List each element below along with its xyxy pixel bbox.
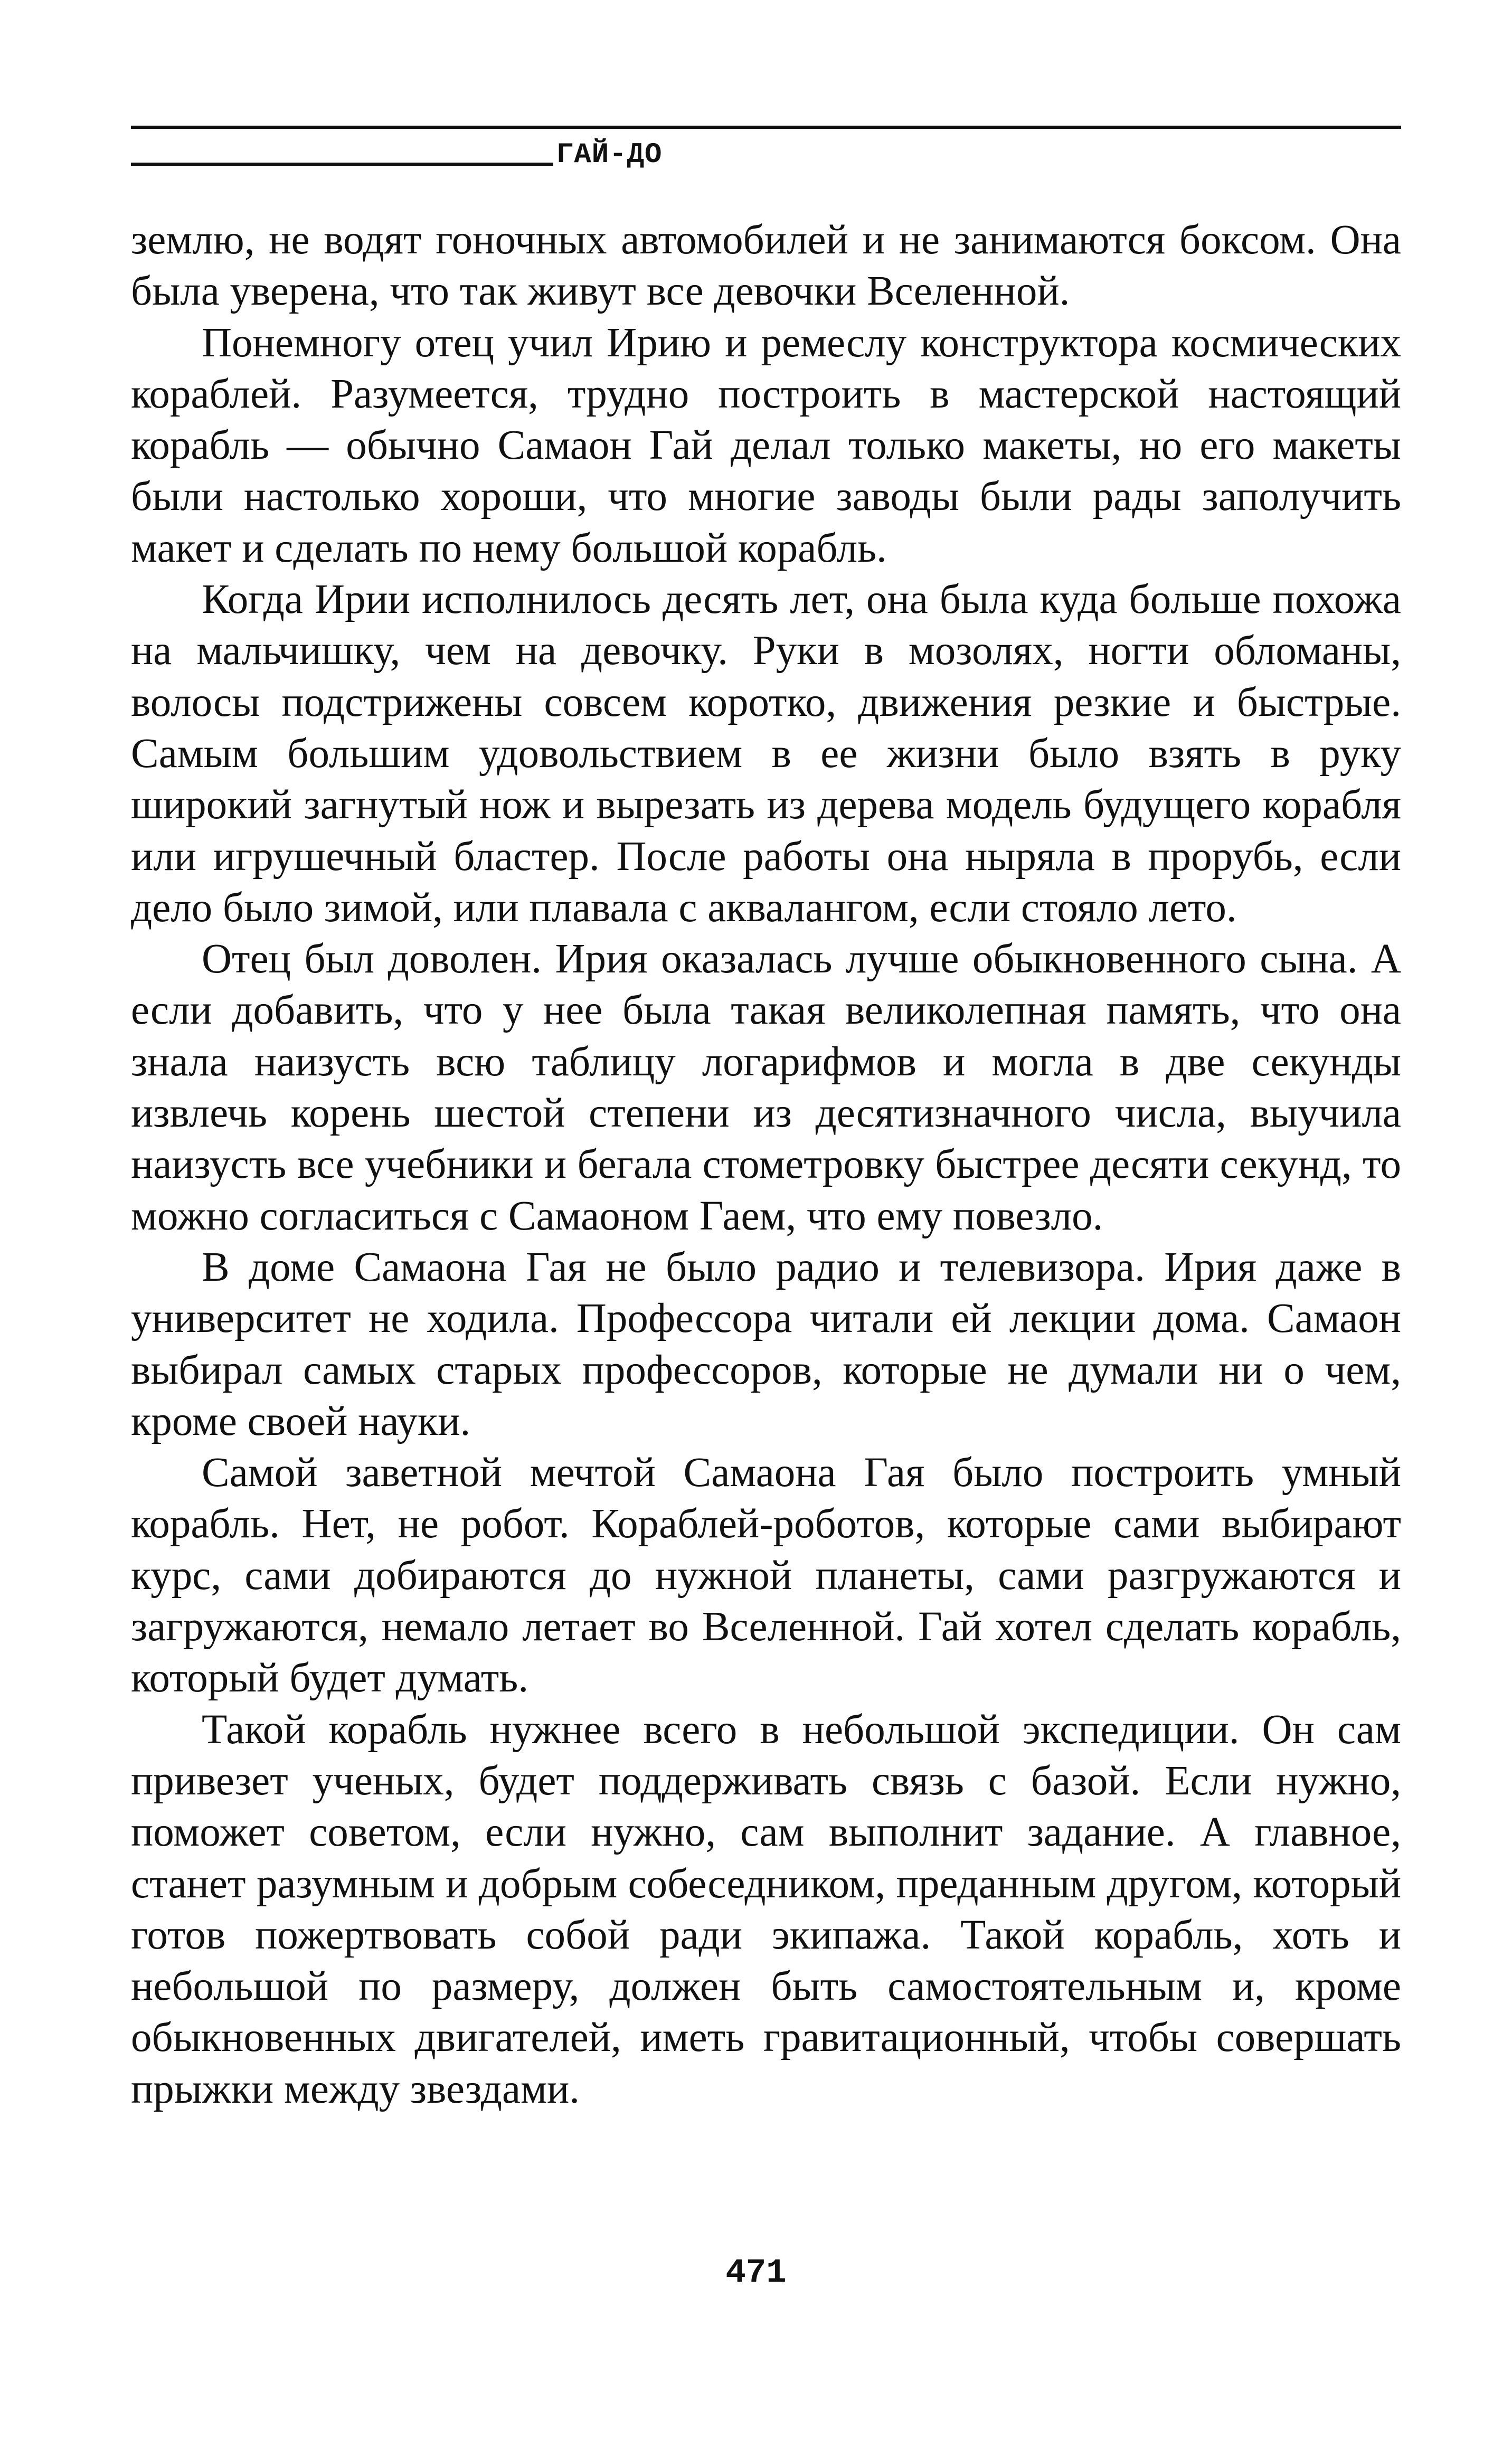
- page-number: 471: [725, 2254, 787, 2292]
- paragraph-5: В доме Самаона Гая не было радио и телевизора. Ирия даже в университет не ходила. Профессора читали ей лекции дома. Самаон выбирал самых старых профессоров, которые не думали ни о чем, кроме своей науки.: [131, 1244, 1401, 1444]
- paragraph-3: Когда Ирии исполнилось десять лет, она была куда больше похожа на мальчишку, чем на девочку. Руки в мозолях, ногти обломаны, волосы подстрижены совсем коротко, движения резкие и быстрые. Самым большим удовольствием в ее жизни было взять в руку широкий загнутый нож и вырезать из дерева модель будущего корабля или игрушечный бластер. После работы она ныряла в прорубь, если дело было зимой, или плавала с аквалангом, если стояло лето.: [131, 576, 1401, 931]
- header-rule: [131, 126, 1401, 129]
- running-head-rule: [131, 163, 553, 166]
- running-head: [131, 138, 1401, 175]
- paragraph-4: Отец был доволен. Ирия оказалась лучше обыкновенного сына. А если добавить, что у нее была такая великолепная память, что она знала наизусть всю таблицу логарифмов и могла в две секунды извлечь корень шестой степени из десятизначного числа, выучила наизусть все учебники и бегала стометровку быстрее десяти секунд, то можно согласиться с Самаоном Гаем, что ему повезло.: [131, 936, 1401, 1239]
- paragraph-6: Самой заветной мечтой Самаона Гая было построить умный корабль. Нет, не робот. Кораблей-роботов, которые сами выбирают курс, сами добираются до нужной планеты, сами разгружаются и загружаются, немало летает во Вселенной. Гай хотел сделать корабль, который будет думать.: [131, 1450, 1401, 1701]
- paragraph-2: Понемногу отец учил Ирию и ремеслу конструктора космических кораблей. Разумеется, трудно построить в мастерской настоящий корабль — обычно Самаон Гай делал только макеты, но его макеты были настолько хороши, что многие заводы были рады заполучить макет и сделать по нему большой корабль.: [131, 319, 1401, 571]
- paragraph-1-continued: землю, не водят гоночных автомобилей и не занимаются боксом. Она была уверена, что так живут все девочки Вселенной.: [131, 217, 1401, 315]
- paragraph-7: Такой корабль нужнее всего в небольшой экспедиции. Он сам привезет ученых, будет поддерживать связь с базой. Если нужно, поможет советом, если нужно, сам выполнит задание. А главное, станет разумным и добрым собеседником, преданным другом, который готов пожертвовать собой ради экипажа. Такой корабль, хоть и небольшой по размеру, должен быть самостоятельным и, кроме обыкновенных двигателей, иметь гравитационный, чтобы совершать прыжки между звездами.: [131, 1706, 1401, 2112]
- body-text: [131, 214, 1401, 2115]
- running-title: ГАЙ-ДО: [556, 139, 663, 171]
